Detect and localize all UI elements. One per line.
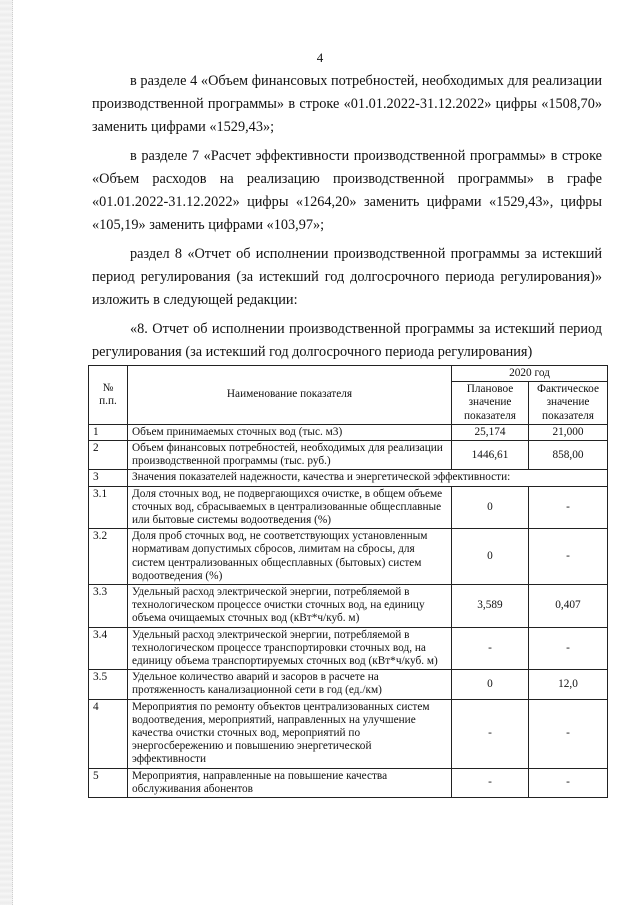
table-row (89, 441, 608, 470)
table-header-row (89, 366, 608, 382)
row-fact: - (529, 627, 608, 670)
row-no: 1 (89, 424, 128, 440)
row-no: 3.1 (89, 486, 128, 529)
header-name: Наименование показателя (128, 366, 452, 425)
row-no: 4 (89, 699, 128, 768)
row-name: Удельное количество аварий и засоров в расчете на протяженность канализационной сети в год (ед./км) (128, 670, 452, 699)
row-plan: 3,589 (452, 585, 529, 628)
row-plan: 0 (452, 670, 529, 699)
row-no: 3.3 (89, 585, 128, 628)
row-fact: - (529, 529, 608, 585)
row-fact: 12,0 (529, 670, 608, 699)
row-plan: 25,174 (452, 424, 529, 440)
row-plan: 0 (452, 486, 529, 529)
row-no: 2 (89, 441, 128, 470)
table-row (89, 486, 608, 529)
row-name: Доля проб сточных вод, не соответствующих установленным нормативам допустимых сбросов, лимитам на сбросы, для систем централизованных общесплавных (бытовых) систем водоотведения (%) (128, 529, 452, 585)
header-fact: Фактическое значение показателя (529, 382, 608, 425)
table-row (89, 585, 608, 628)
header-year: 2020 год (452, 366, 608, 382)
row-name: Мероприятия по ремонту объектов централизованных систем водоотведения, мероприятий, направленных на улучшение качества очистки сточных вод, мероприятий по энергосбережению и повышению энергетической эффективности (128, 699, 452, 768)
row-plan: - (452, 699, 529, 768)
row-name: Мероприятия, направленные на повышение качества обслуживания абонентов (128, 768, 452, 797)
document-body (92, 70, 602, 364)
paragraph-section-7: в разделе 7 «Расчет эффективности производственной программы» в строке «Объем расходов на реализацию производственной программы» в графе «01.01.2022-31.12.2022» цифры «1264,20» заменить цифрами «1529,43», цифры «105,19» заменить цифрами «103,97»; (92, 148, 602, 233)
row-name: Значения показателей надежности, качества и энергетической эффективности: (128, 470, 608, 486)
row-fact: - (529, 699, 608, 768)
row-name: Объем принимаемых сточных вод (тыс. м3) (128, 424, 452, 440)
table-row (89, 424, 608, 440)
page-number: 4 (316, 50, 324, 65)
table-row (89, 529, 608, 585)
table-row (89, 470, 608, 486)
paragraph-report-title: «8. Отчет об исполнении производственной программы за истекший период регулирования (за истекший год долгосрочного периода регулирования) (92, 321, 602, 360)
row-plan: 1446,61 (452, 441, 529, 470)
table-row (89, 699, 608, 768)
row-no: 3.5 (89, 670, 128, 699)
row-no: 3.2 (89, 529, 128, 585)
paragraph-section-4: в разделе 4 «Объем финансовых потребностей, необходимых для реализации производственной программы» в строке «01.01.2022-31.12.2022» цифры «1508,70» заменить цифрами «1529,43»; (92, 73, 602, 135)
row-name: Удельный расход электрической энергии, потребляемой в технологическом процессе очистки сточных вод, на единицу объема очищаемых сточных вод (кВт*ч/куб. м) (128, 585, 452, 628)
header-no: № п.п. (89, 366, 128, 425)
table-row (89, 768, 608, 797)
row-no: 3 (89, 470, 128, 486)
row-plan: - (452, 768, 529, 797)
row-fact: 858,00 (529, 441, 608, 470)
row-name: Объем финансовых потребностей, необходимых для реализации производственной программы (тыс. руб.) (128, 441, 452, 470)
row-name: Удельный расход электрической энергии, потребляемой в технологическом процессе транспортировки сточных вод, на единицу объема транспортируемых сточных вод (кВт*ч/куб. м) (128, 627, 452, 670)
scan-edge (0, 0, 13, 905)
table-row (89, 670, 608, 699)
row-fact: 0,407 (529, 585, 608, 628)
row-name: Доля сточных вод, не подвергающихся очистке, в общем объеме сточных вод, сбрасываемых в централизованные общесплавные или бытовые системы водоотведения (%) (128, 486, 452, 529)
header-plan: Плановое значение показателя (452, 382, 529, 425)
report-table-wrap (88, 365, 608, 798)
row-fact: - (529, 486, 608, 529)
paragraph-section-8: раздел 8 «Отчет об исполнении производственной программы за истекший период регулирования (за истекший год долгосрочного периода регулирования)» изложить в следующей редакции: (92, 246, 602, 308)
row-fact: - (529, 768, 608, 797)
table-row (89, 627, 608, 670)
row-no: 3.4 (89, 627, 128, 670)
report-table (88, 365, 608, 798)
row-plan: - (452, 627, 529, 670)
row-no: 5 (89, 768, 128, 797)
row-fact: 21,000 (529, 424, 608, 440)
row-plan: 0 (452, 529, 529, 585)
